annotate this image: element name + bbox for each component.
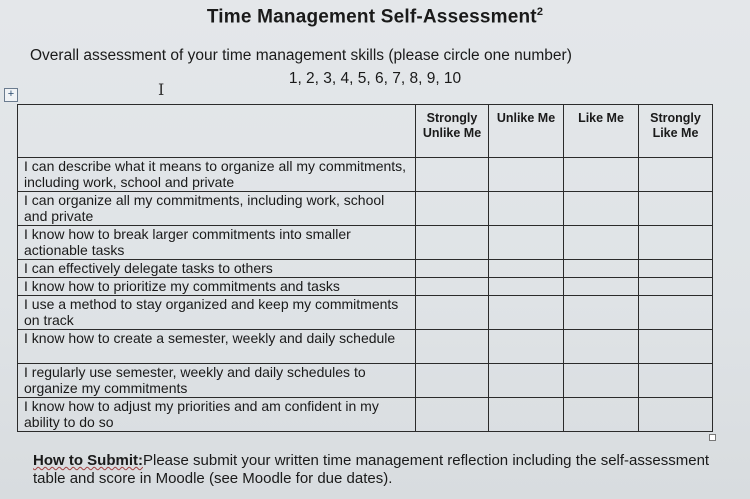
- rating-cell-unlike[interactable]: [489, 398, 564, 432]
- header-statement: [18, 105, 416, 158]
- instruction-text: Overall assessment of your time management skills (please circle one number): [30, 47, 572, 64]
- rating-cell-strongly-like[interactable]: [639, 398, 713, 432]
- rating-cell-unlike[interactable]: [489, 364, 564, 398]
- rating-cell-like[interactable]: [564, 158, 639, 192]
- rating-cell-strongly-like[interactable]: [639, 260, 713, 278]
- header-strongly-like-me: Strongly Like Me: [639, 105, 713, 158]
- rating-cell-strongly-like[interactable]: [639, 158, 713, 192]
- rating-cell-strongly-like[interactable]: [639, 278, 713, 296]
- statement-cell: I can describe what it means to organize all my commitments, including work, school and private: [18, 158, 416, 192]
- rating-cell-like[interactable]: [564, 260, 639, 278]
- rating-cell-strongly-unlike[interactable]: [416, 278, 489, 296]
- self-assessment-table: [17, 104, 713, 432]
- move-handle-icon[interactable]: +: [4, 88, 18, 102]
- rating-cell-strongly-unlike[interactable]: [416, 398, 489, 432]
- rating-cell-strongly-like[interactable]: [639, 296, 713, 330]
- submit-label: How to Submit:: [33, 452, 143, 469]
- rating-cell-strongly-like[interactable]: [639, 330, 713, 364]
- i-beam-cursor-icon: I: [158, 80, 165, 99]
- table-row: [18, 296, 713, 330]
- page-title: Time Management Self-Assessment$^2$: [206, 6, 544, 28]
- rating-cell-strongly-unlike[interactable]: [416, 330, 489, 364]
- header-strongly-unlike-me: Strongly Unlike Me: [416, 105, 489, 158]
- table-row: [18, 260, 713, 278]
- rating-cell-unlike[interactable]: [489, 226, 564, 260]
- rating-scale: 1, 2, 3, 4, 5, 6, 7, 8, 9, 10: [288, 70, 462, 87]
- rating-cell-unlike[interactable]: [489, 296, 564, 330]
- table-row: [18, 398, 713, 432]
- rating-cell-unlike[interactable]: [489, 278, 564, 296]
- table-row: [18, 278, 713, 296]
- header-unlike-me: Unlike Me: [489, 105, 564, 158]
- statement-cell: I regularly use semester, weekly and daily schedules to organize my commitments: [18, 364, 416, 398]
- submission-instructions: [33, 452, 733, 488]
- rating-cell-unlike[interactable]: [489, 260, 564, 278]
- rating-cell-like[interactable]: [564, 364, 639, 398]
- statement-cell: I know how to create a semester, weekly and daily schedule: [18, 330, 416, 364]
- title-superscript: 2: [536, 6, 544, 18]
- table-row: [18, 226, 713, 260]
- rating-cell-unlike[interactable]: [489, 192, 564, 226]
- table-row: [18, 192, 713, 226]
- rating-cell-like[interactable]: [564, 398, 639, 432]
- statement-cell: I know how to break larger commitments into smaller actionable tasks: [18, 226, 416, 260]
- header-like-me: Like Me: [564, 105, 639, 158]
- rating-cell-like[interactable]: [564, 192, 639, 226]
- rating-cell-unlike[interactable]: [489, 158, 564, 192]
- rating-cell-strongly-unlike[interactable]: [416, 158, 489, 192]
- table-resize-handle[interactable]: [709, 434, 716, 441]
- rating-cell-strongly-like[interactable]: [639, 192, 713, 226]
- rating-cell-strongly-unlike[interactable]: [416, 192, 489, 226]
- rating-cell-like[interactable]: [564, 296, 639, 330]
- rating-cell-like[interactable]: [564, 330, 639, 364]
- statement-cell: I can organize all my commitments, including work, school and private: [18, 192, 416, 226]
- rating-cell-strongly-like[interactable]: [639, 226, 713, 260]
- rating-cell-strongly-unlike[interactable]: [416, 296, 489, 330]
- statement-cell: I know how to prioritize my commitments and tasks: [18, 278, 416, 296]
- table-header-row: [18, 105, 713, 158]
- rating-cell-like[interactable]: [564, 226, 639, 260]
- table-row: [18, 158, 713, 192]
- table-row: [18, 364, 713, 398]
- rating-cell-like[interactable]: [564, 278, 639, 296]
- statement-cell: I use a method to stay organized and keep my commitments on track: [18, 296, 416, 330]
- statement-cell: I know how to adjust my priorities and am confident in my ability to do so: [18, 398, 416, 432]
- rating-cell-unlike[interactable]: [489, 330, 564, 364]
- statement-cell: I can effectively delegate tasks to others: [18, 260, 416, 278]
- rating-cell-strongly-unlike[interactable]: [416, 364, 489, 398]
- submit-text: Please submit your written time management reflection including the self-assessment table and score in Moodle (see Moodle for due dates).: [33, 452, 710, 487]
- rating-cell-strongly-like[interactable]: [639, 364, 713, 398]
- rating-cell-strongly-unlike[interactable]: [416, 226, 489, 260]
- rating-cell-strongly-unlike[interactable]: [416, 260, 489, 278]
- table-row: [18, 330, 713, 364]
